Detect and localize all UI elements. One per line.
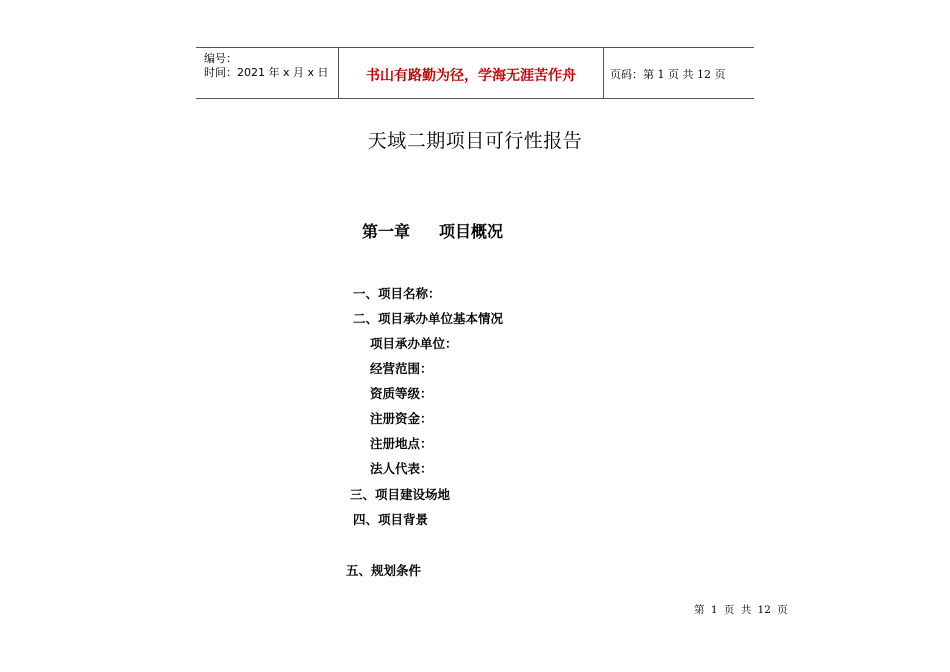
section-item-background: 四、项目背景: [353, 512, 429, 527]
subitem-business-scope: 经营范围：: [370, 361, 433, 376]
chapter-title: 项目概况: [439, 222, 504, 241]
section-item-site: 三、项目建设场地: [350, 487, 451, 502]
document-header: [196, 47, 754, 99]
page-code: 页码：第 1 页 共 12 页: [610, 68, 726, 81]
subitem-registered-capital: 注册资金：: [370, 411, 433, 426]
number-label: 编号：: [204, 52, 237, 65]
date-label: 时间：2021 年 x 月 x 日: [204, 66, 329, 79]
section-item-project-name: 一、项目名称：: [353, 286, 441, 301]
header-motto-cell: [338, 48, 604, 98]
subitem-qualification: 资质等级：: [370, 386, 433, 401]
header-page-cell: [603, 48, 754, 98]
chapter-number: 第一章: [362, 222, 411, 241]
motto-text: 书山有路勤为径，学海无涯苦作舟: [366, 68, 576, 84]
section-item-planning: 五、规划条件: [346, 563, 422, 578]
subitem-legal-representative: 法人代表：: [370, 461, 433, 476]
header-left-cell: [196, 48, 338, 98]
subitem-organizer-unit: 项目承办单位：: [370, 336, 458, 351]
page-footer: 第 1 页 共 12 页: [694, 604, 788, 616]
section-item-organizer: 二、项目承办单位基本情况: [353, 311, 504, 326]
document-title: 天域二期项目可行性报告: [367, 130, 583, 152]
subitem-registered-address: 注册地点：: [370, 436, 433, 451]
